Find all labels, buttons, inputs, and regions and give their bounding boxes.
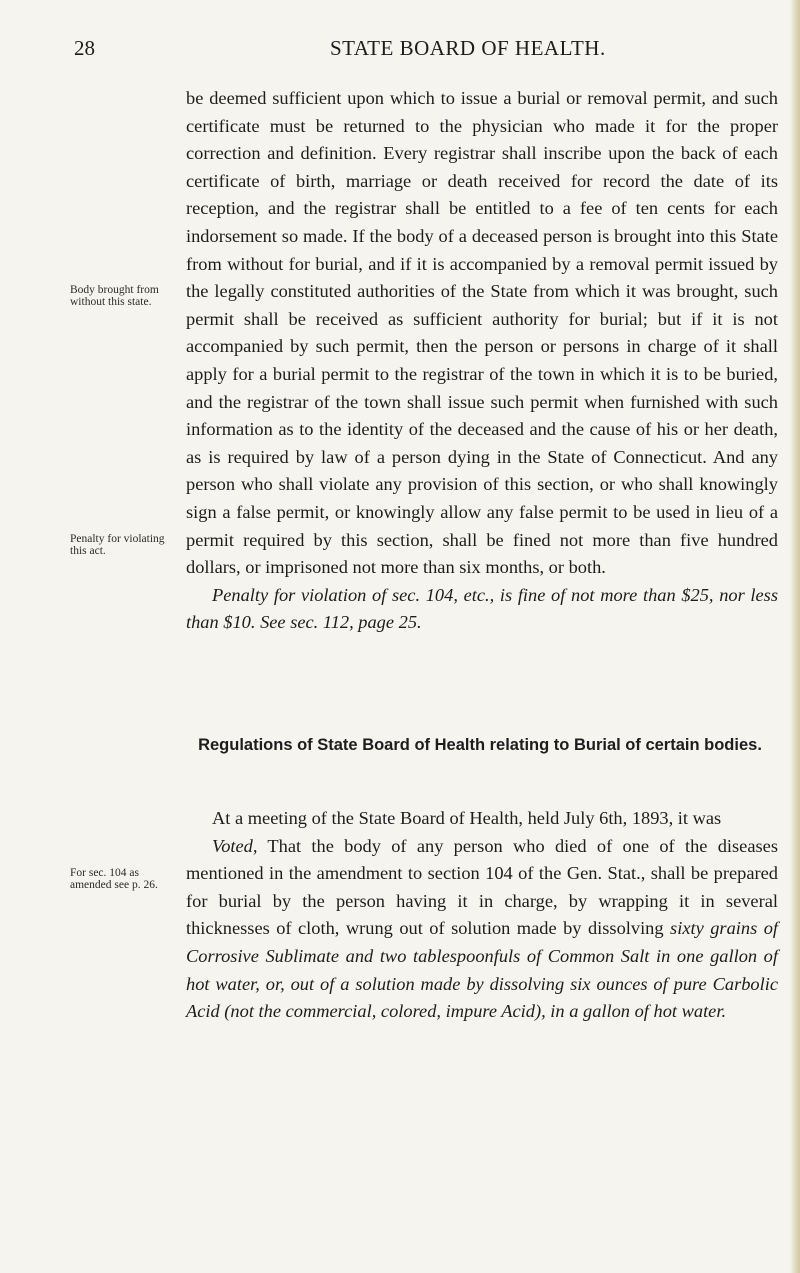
section-104-body: be deemed sufficient upon which to issue a burial or removal permit, and such certificate must be returned to the physician who made it for the proper correction and definition. Every registrar shall inscribe upon the back of each certificate of birth, marriage or death received for record the date of its reception, and the registrar shall be entitled to a fee of ten cents for each indorsement so made. If the body of a deceased person is brought into this State from without for burial, and if it is accompanied by a removal permit issued by the legally constituted authorities of the State from which it was brought, such permit shall be received as sufficient authority for burial; but if it is not accompanied by such permit, then the person or persons in charge of it shall apply for a burial permit to the registrar of the town in which it is to be buried, and the registrar of the town shall issue such permit when furnished with such information as to the identity of the deceased and the cause of his or her death, as is required by law of a person dying in the State of Connecticut. And any person who shall violate any provision of this section, or who shall knowingly sign a false permit, or knowingly allow any false permit to be used in lieu of a permit required by this section, shall be fined not more than five hundred dollars, or imprisoned not more than six months, or both. [186, 88, 778, 578]
page-edge [790, 0, 800, 1273]
margin-note-penalty: Penalty for violating this act. [70, 533, 165, 557]
page-header [0, 36, 800, 66]
voted-text: That the body of any person who died of one of the diseases mentioned in the amendment to section 104 of the Gen. Stat., shall be prepared for burial by the person having it in charge, by wrapping it in several thicknesses of cloth, wrung out of solution made by dissolving [186, 835, 778, 939]
voted-italic-solution: sixty grains of Corrosive Sublimate and two tablespoonfuls of Common Salt in one gallon of hot water, or, out of a solution made by dissolving six ounces of pure Carbolic Acid (not the commercial, colored, impure Acid), in a gallon of hot water. [186, 918, 778, 1022]
voted-label: Voted, [212, 835, 258, 856]
meeting-intro: At a meeting of the State Board of Health, held July 6th, 1893, it was [212, 808, 722, 828]
margin-note-sec-104: For sec. 104 as amended see p. 26. [70, 867, 158, 891]
regulations-heading: Regulations of State Board of Health relating to Burial of certain bodies. [198, 736, 762, 754]
regulations-text-block [186, 805, 778, 1026]
running-head: STATE BOARD OF HEALTH. [330, 36, 606, 60]
penalty-note: Penalty for violation of sec. 104, etc., is fine of not more than $25, nor less than $10. See sec. 112, page 25. [186, 584, 778, 633]
page-number: 28 [74, 36, 95, 60]
voted-paragraph [186, 833, 778, 1026]
margin-note-body-brought: Body brought from without this state. [70, 284, 159, 308]
main-text-block [186, 85, 778, 637]
